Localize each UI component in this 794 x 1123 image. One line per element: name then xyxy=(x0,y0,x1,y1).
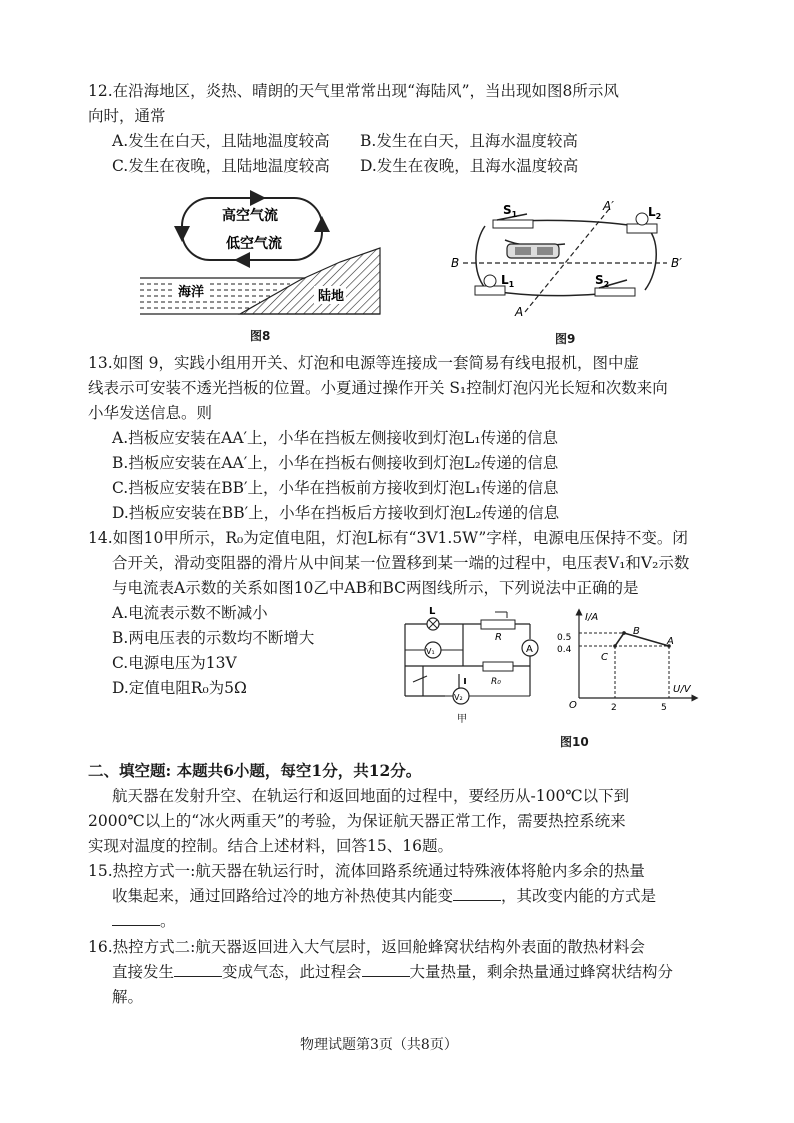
label-s1: $S_1$ xyxy=(503,203,518,219)
q12-option-b: B.发生在白天，且海水温度较高 xyxy=(360,132,578,150)
figure-9-caption: 图9 xyxy=(555,332,576,346)
section2-intro-line1: 航天器在发射升空、在轨运行和返回地面的过程中，要经历从-100℃以下到 xyxy=(112,787,630,805)
graph-series-1 xyxy=(624,633,669,646)
svg-text:A: A xyxy=(526,644,533,655)
q13-option-a: A.挡板应安装在AA′上，小华在挡板左侧接收到灯泡L₁传递的信息 xyxy=(112,429,559,447)
label-a: A xyxy=(515,305,524,319)
q12-option-c: C.发生在夜晚，且陆地温度较高 xyxy=(112,157,330,175)
label-b-prime: B′ xyxy=(671,256,682,270)
graph-series-0 xyxy=(615,633,624,646)
label-land: 陆地 xyxy=(318,289,345,304)
section2-intro-line2: 2000℃以上的“冰火两重天”的考验，为保证航天器正常工作，需要热控系统来 xyxy=(88,812,626,830)
q12-option-d: D.发生在夜晚，且海水温度较高 xyxy=(360,157,579,175)
q14-option-d: D.定值电阻R₀为5Ω xyxy=(112,679,247,697)
label-low-airflow: 低空气流 xyxy=(226,236,282,252)
q14-option-b: B.两电压表的示数均不断增大 xyxy=(112,629,315,647)
switch-s1 xyxy=(493,220,533,228)
q13-option-c: C.挡板应安装在BB′上，小华在挡板前方接收到灯泡L₁传递的信息 xyxy=(112,479,559,497)
q13-stem-line2: 线表示可安装不透光挡板的位置。小夏通过操作开关 S₁控制灯泡闪光长短和次数来向 xyxy=(88,379,668,397)
page-footer: 物理试题第3页（共8页） xyxy=(300,1037,458,1053)
y-axis-label: I/A xyxy=(585,612,599,623)
q12-option-a: A.发生在白天，且陆地温度较高 xyxy=(112,132,330,150)
figure-8-caption: 图8 xyxy=(250,329,271,343)
label-high-airflow: 高空气流 xyxy=(222,208,278,224)
label-b: B xyxy=(451,256,460,270)
svg-text:L: L xyxy=(429,606,436,617)
svg-text:R: R xyxy=(495,632,502,643)
point-c-label: C xyxy=(601,652,608,663)
q16-line3: 解。 xyxy=(112,988,144,1006)
q13-stem-line3: 小华发送信息。则 xyxy=(88,404,213,422)
q13-stem-line1: 13.如图 9，实践小组用开关、灯泡和电源等连接成一套简易有线电报机，图中虚 xyxy=(88,354,639,372)
switch-s2 xyxy=(595,288,635,296)
graph-point-1-0 xyxy=(622,631,626,635)
q16-line1: 16.热控方式二:航天器返回进入大气层时，返回舱蜂窝状结构外表面的散热材料会 xyxy=(88,938,645,956)
svg-text:甲: 甲 xyxy=(457,714,467,725)
land-region xyxy=(240,248,380,314)
rheostat-r xyxy=(481,620,515,629)
label-a-prime: A′ xyxy=(603,200,614,213)
q16-blank-2[interactable] xyxy=(362,962,410,977)
q15-blank-2[interactable] xyxy=(112,911,160,926)
section2-intro-line3: 实现对温度的控制。结合上述材料，回答15、16题。 xyxy=(88,837,453,855)
graph-point-0-0 xyxy=(613,644,617,648)
q15-blank-1[interactable] xyxy=(453,886,501,901)
origin-label: O xyxy=(569,700,577,711)
q14-stem-line2: 合开关，滑动变阻器的滑片从中间某一位置移到某一端的过程中，电压表V₁和V₂示数 xyxy=(112,554,690,572)
figure-10-caption: 图10 xyxy=(560,735,589,749)
q12-stem-line1: 12.在沿海地区，炎热、晴朗的天气里常常出现“海陆风”，当出现如图8所示风 xyxy=(88,82,619,100)
figure-10-circuit-jia xyxy=(395,604,545,734)
q15-line1: 15.热控方式一:航天器在轨运行时，流体回路系统通过特殊液体将舱内多余的热量 xyxy=(88,862,645,880)
q15-line3: 。 xyxy=(112,910,176,932)
tick-x-5: 5 xyxy=(661,703,667,713)
svg-text:V₁: V₁ xyxy=(426,647,435,656)
label-l2: $L_2$ xyxy=(648,205,662,221)
x-axis-label: U/V xyxy=(673,684,691,695)
switch xyxy=(413,676,427,682)
q13-option-d: D.挡板应安装在BB′上，小华在挡板后方接收到灯泡L₂传递的信息 xyxy=(112,504,560,522)
label-sea: 海洋 xyxy=(178,285,205,300)
section2-heading: 二、填空题: 本题共6小题，每空1分，共12分。 xyxy=(88,761,422,780)
q12-stem-line2: 向时，通常 xyxy=(88,107,166,125)
label-s2: $S_2$ xyxy=(595,273,610,289)
point-b-label: B xyxy=(633,626,640,637)
q16-blank-1[interactable] xyxy=(174,962,222,977)
figure-8-sea-land-breeze xyxy=(130,190,390,325)
point-a-label: A xyxy=(667,636,674,647)
q14-option-c: C.电源电压为13V xyxy=(112,654,237,672)
q14-stem-line3: 与电流表A示数的关系如图10乙中AB和BC两图线所示，下列说法中正确的是 xyxy=(112,579,639,597)
resistor-r0 xyxy=(483,662,513,671)
figure-9-telegraph-circuit xyxy=(445,200,695,320)
figure-10-graph-yi xyxy=(555,600,705,720)
q16-line2: 直接发生 变成气态，此过程会 大量热量，剩余热量通过蜂窝状结构分 xyxy=(112,963,674,981)
q14-stem-line1: 14.如图10甲所示，R₀为定值电阻，灯泡L标有“3V1.5W”字样，电源电压保持不变。闭 xyxy=(88,529,688,547)
q13-option-b: B.挡板应安装在AA′上，小华在挡板右侧接收到灯泡L₂传递的信息 xyxy=(112,454,559,472)
q14-option-a: A.电流表示数不断减小 xyxy=(112,604,268,622)
q15-line2: 收集起来，通过回路给过冷的地方补热使其内能变 ，其改变内能的方式是 xyxy=(112,887,657,905)
label-l1: $L_1$ xyxy=(501,273,515,289)
svg-text:V₂: V₂ xyxy=(454,693,463,702)
tick-x-2: 2 xyxy=(611,703,617,713)
svg-text:R₀: R₀ xyxy=(491,677,501,687)
tick-y-05: 0.5 xyxy=(557,633,572,643)
tick-y-04: 0.4 xyxy=(557,645,572,655)
